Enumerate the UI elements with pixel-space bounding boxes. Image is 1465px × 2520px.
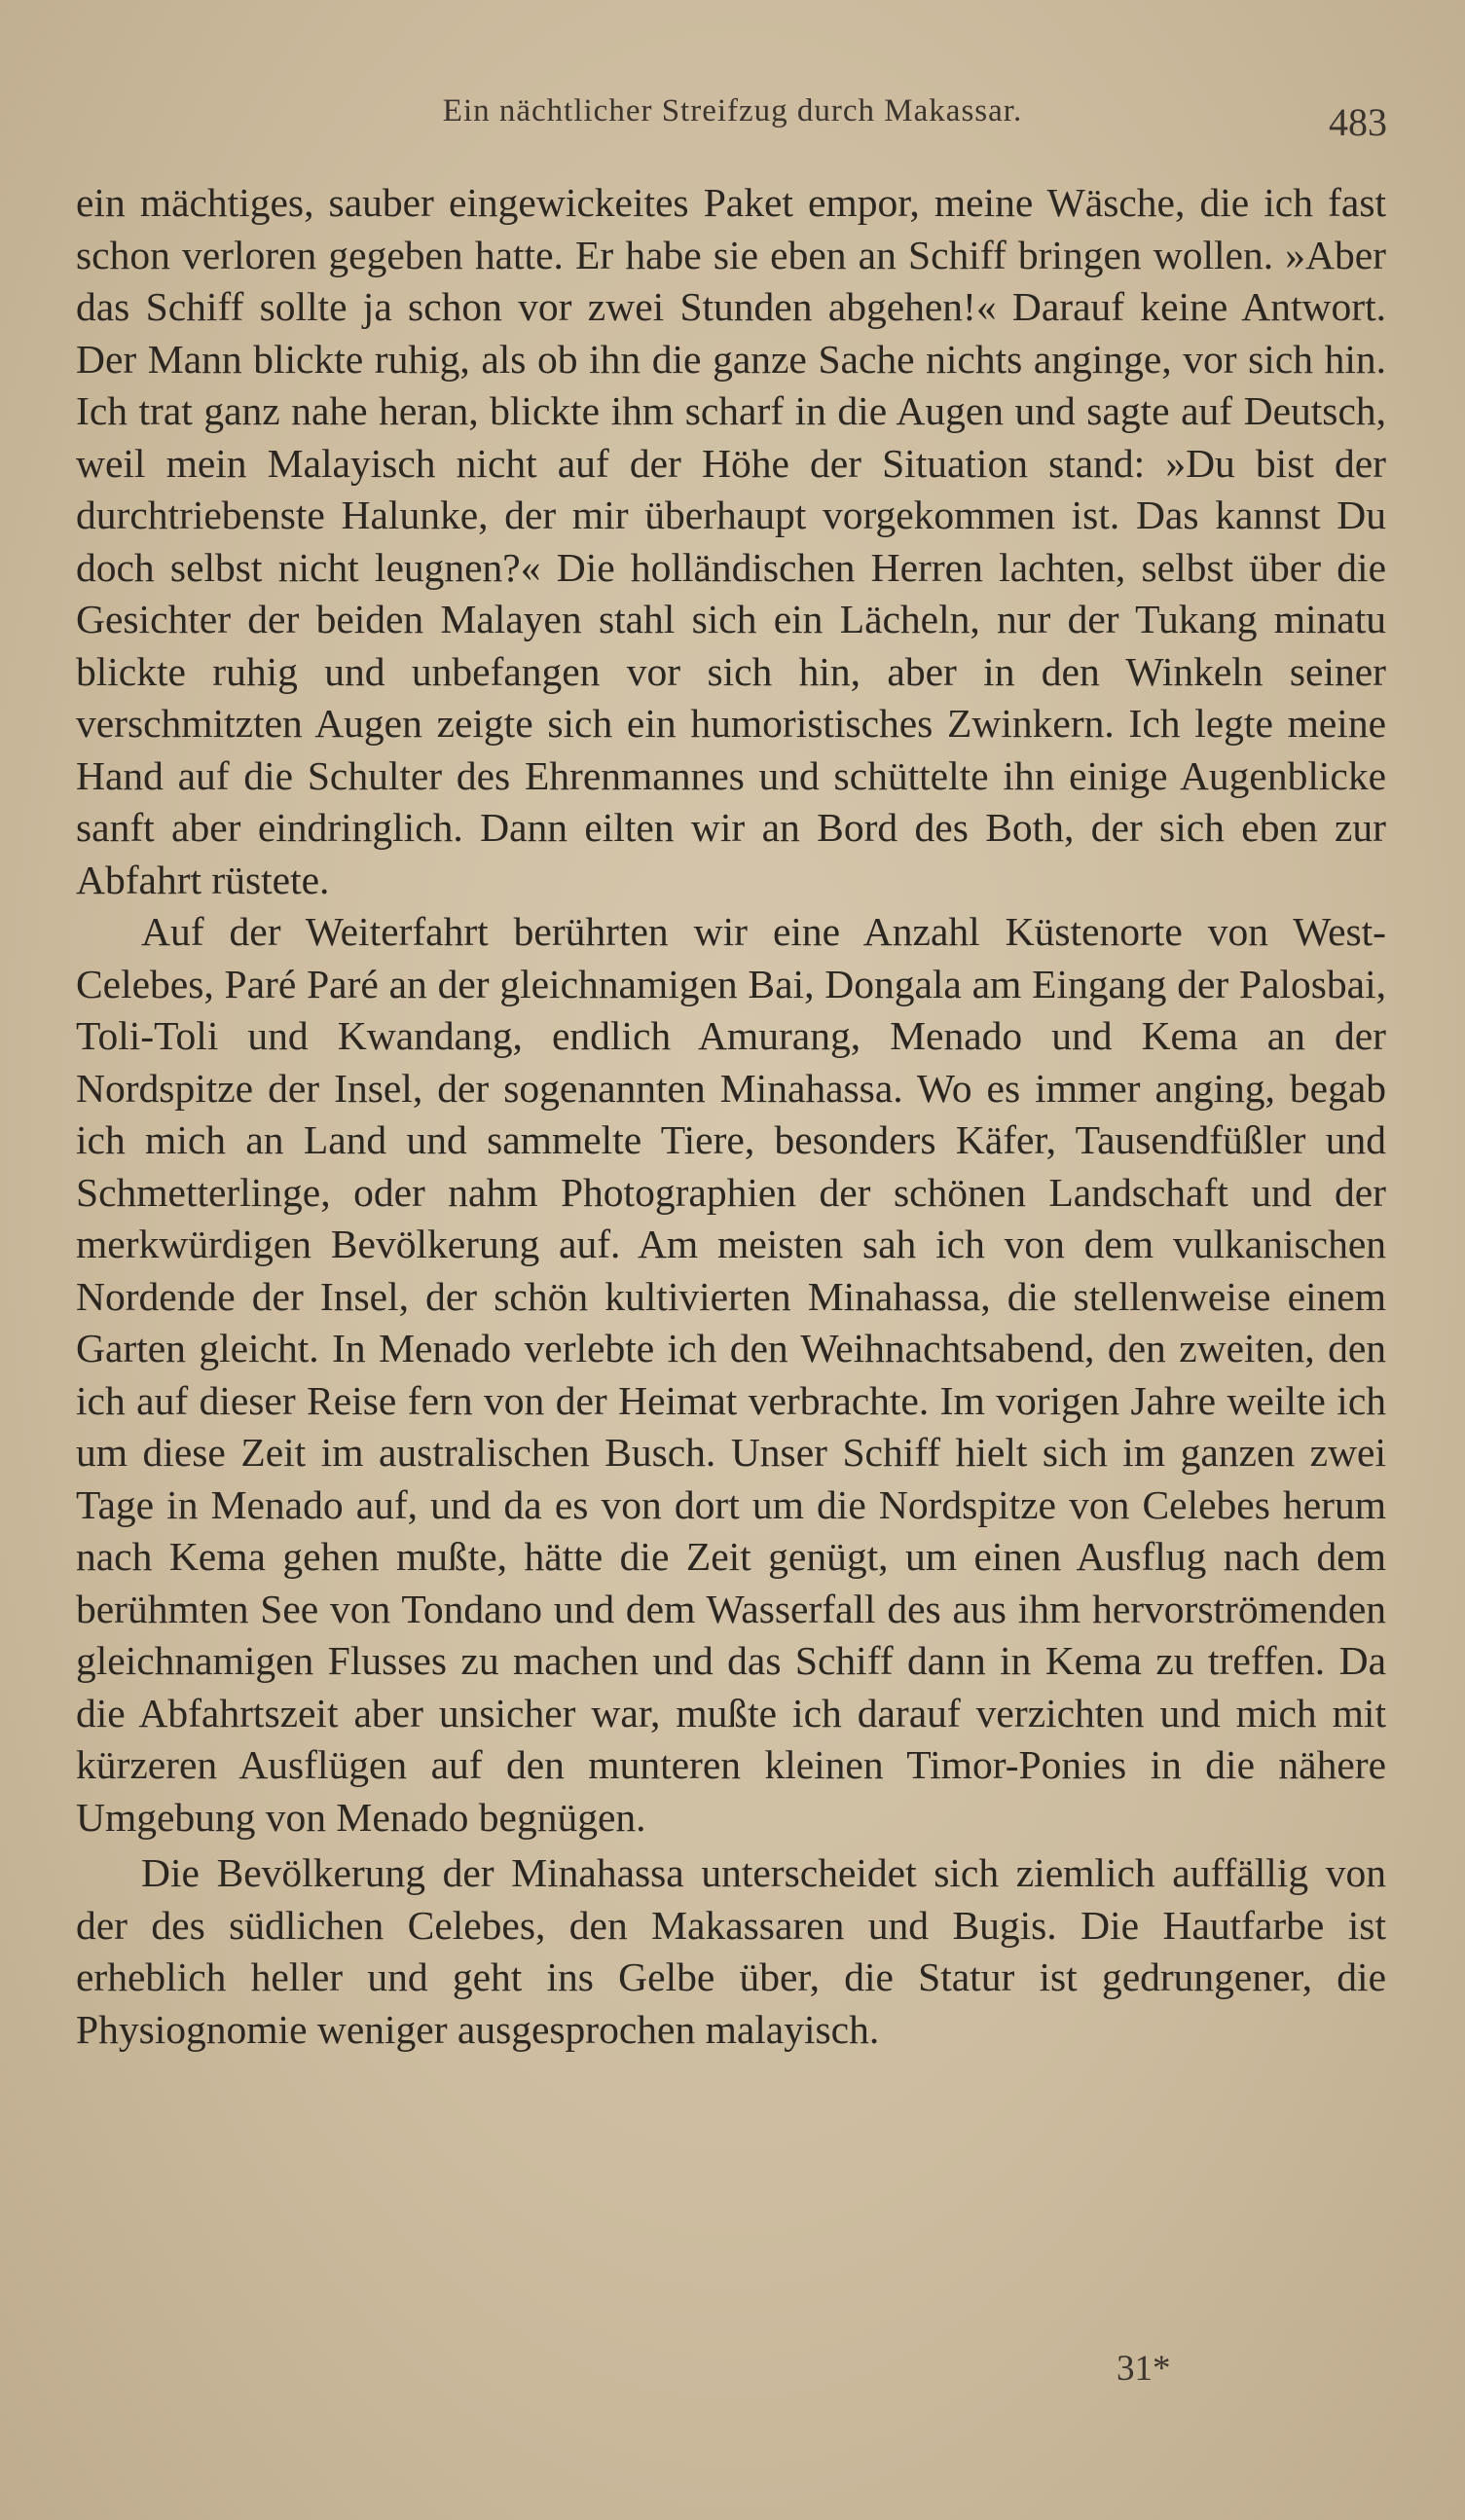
paragraph-2: Auf der Weiterfahrt berührten wir eine Anzahl Küstenorte von West-Celebes, Paré Paré an der gleichnamigen Bai, Dongala am Eingang der Palosbai, Toli-Toli und Kwandang, endlich Amurang, Menado und Kema an der Nordspitze der Insel, der sogenannten Minahassa. Wo es immer anging, begab ich mich an Land und sammelte Tiere, besonders Käfer, Tausendfüßler und Schmetterlinge, oder nahm Photographien der schönen Landschaft und der merkwürdigen Bevölkerung auf. Am meisten sah ich von dem vulkanischen Nordende der Insel, der schön kultivierten Minahassa, die stellenweise einem Garten gleicht. In Menado verlebte ich den Weihnachtsabend, den zweiten, den ich auf dieser Reise fern von der Heimat verbrachte. Im vorigen Jahre weilte ich um diese Zeit im australischen Busch. Unser Schiff hielt sich im ganzen zwei Tage in Menado auf, und da es von dort um die Nordspitze von Celebes herum nach Kema gehen mußte, hätte die Zeit genügt, um einen Ausflug nach dem berühmten See von Tondano und dem Wasserfall des aus ihm hervorströmenden gleichnamigen Flusses zu machen und das Schiff dann in Kema zu treffen. Da die Abfahrtszeit aber unsicher war, mußte ich darauf verzichten und mich mit kürzeren Ausflügen auf den munteren kleinen Timor-Ponies in die nähere Umgebung von Menado begnügen. <box>76 909 1386 1840</box>
running-head-title: Ein nächtlicher Streifzug durch Makassar. <box>442 93 1023 128</box>
running-head <box>78 90 1387 144</box>
page-number: 483 <box>1329 100 1387 144</box>
body-text <box>76 177 1386 2056</box>
paragraph-3: Die Bevölkerung der Minahassa unterscheidet sich ziemlich auffällig von der des südlichen Celebes, den Makassaren und Bugis. Die Hautfarbe ist erheblich heller und geht ins Gelbe über, die Statur ist gedrungener, die Physiognomie weniger ausgesprochen malayisch. <box>76 1850 1386 2052</box>
signature-mark: 31* <box>1117 2349 1171 2389</box>
paragraph-1: ein mächtiges, sauber eingewickeites Paket empor, meine Wäsche, die ich fast schon verloren gegeben hatte. Er habe sie eben an Schiff bringen wollen. »Aber das Schiff sollte ja schon vor zwei Stunden abgehen!« Darauf keine Antwort. Der Mann blickte ruhig, als ob ihn die ganze Sache nichts anginge, vor sich hin. Ich trat ganz nahe heran, blickte ihm scharf in die Augen und sagte auf Deutsch, weil mein Malayisch nicht auf der Höhe der Situation stand: »Du bist der durchtriebenste Halunke, der mir überhaupt vorgekommen ist. Das kannst Du doch selbst nicht leugnen?« Die holländischen Herren lachten, selbst über die Gesichter der beiden Malayen stahl sich ein Lächeln, nur der Tukang minatu blickte ruhig und unbefangen vor sich hin, aber in den Winkeln seiner verschmitzten Augen zeigte sich ein humoristisches Zwinkern. Ich legte meine Hand auf die Schulter des Ehrenmannes und schüttelte ihn einige Augenblicke sanft aber eindringlich. Dann eilten wir an Bord des Both, der sich eben zur Abfahrt rüstete. <box>76 180 1386 902</box>
